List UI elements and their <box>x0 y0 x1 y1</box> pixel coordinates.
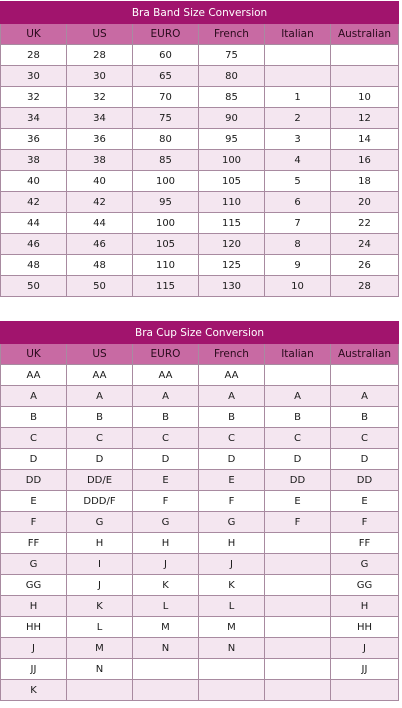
band-table-body <box>1 45 399 297</box>
table-cell: 28 <box>331 276 399 297</box>
table-row <box>1 108 399 129</box>
table-cell: 40 <box>1 171 67 192</box>
table-cell: A <box>67 386 133 407</box>
table-cell: JJ <box>1 659 67 680</box>
table-cell: 3 <box>265 129 331 150</box>
table-cell: F <box>331 512 399 533</box>
table-cell <box>331 66 399 87</box>
table-cell: F <box>199 491 265 512</box>
table-cell: F <box>1 512 67 533</box>
table-cell: 90 <box>199 108 265 129</box>
table-cell <box>265 575 331 596</box>
table-cell: DD <box>331 470 399 491</box>
band-header-cell: Australian <box>331 24 399 45</box>
table-row <box>1 171 399 192</box>
table-cell: D <box>265 449 331 470</box>
table-cell: AA <box>133 365 199 386</box>
table-cell: G <box>1 554 67 575</box>
table-cell: N <box>133 638 199 659</box>
table-cell: FF <box>1 533 67 554</box>
table-cell: 130 <box>199 276 265 297</box>
table-cell: 50 <box>67 276 133 297</box>
table-cell <box>265 596 331 617</box>
table-cell <box>331 45 399 66</box>
table-cell: B <box>67 407 133 428</box>
table-cell: 36 <box>1 129 67 150</box>
table-cell: C <box>265 428 331 449</box>
table-cell: B <box>199 407 265 428</box>
table-cell: M <box>133 617 199 638</box>
table-cell <box>265 45 331 66</box>
cup-header-cell: Italian <box>265 344 331 365</box>
table-cell: HH <box>1 617 67 638</box>
table-cell: 115 <box>199 213 265 234</box>
table-cell <box>265 617 331 638</box>
table-cell: AA <box>67 365 133 386</box>
table-cell: 4 <box>265 150 331 171</box>
table-cell: 10 <box>331 87 399 108</box>
table-cell: G <box>67 512 133 533</box>
table-cell: 110 <box>133 255 199 276</box>
table-row <box>1 428 399 449</box>
table-cell: J <box>1 638 67 659</box>
table-cell: 1 <box>265 87 331 108</box>
table-cell: 115 <box>133 276 199 297</box>
table-cell: C <box>133 428 199 449</box>
table-cell: J <box>331 638 399 659</box>
table-cell: C <box>1 428 67 449</box>
table-cell: 80 <box>133 129 199 150</box>
band-header-cell: UK <box>1 24 67 45</box>
table-cell: H <box>199 533 265 554</box>
table-cell: 46 <box>1 234 67 255</box>
table-cell: 10 <box>265 276 331 297</box>
table-cell: B <box>265 407 331 428</box>
table-cell: K <box>133 575 199 596</box>
cup-header-cell: EURO <box>133 344 199 365</box>
cup-header-cell: French <box>199 344 265 365</box>
table-cell: 120 <box>199 234 265 255</box>
table-cell: H <box>133 533 199 554</box>
table-cell: 32 <box>1 87 67 108</box>
band-header-cell: Italian <box>265 24 331 45</box>
table-cell: DD <box>265 470 331 491</box>
table-row <box>1 213 399 234</box>
table-cell: 44 <box>67 213 133 234</box>
table-row <box>1 617 399 638</box>
table-cell: 70 <box>133 87 199 108</box>
table-cell: 2 <box>265 108 331 129</box>
table-row <box>1 554 399 575</box>
table-cell: 26 <box>331 255 399 276</box>
table-cell <box>67 680 133 701</box>
table-cell <box>265 554 331 575</box>
table-cell: 42 <box>1 192 67 213</box>
cup-size-table <box>0 321 399 701</box>
table-cell: 30 <box>1 66 67 87</box>
table-cell: 24 <box>331 234 399 255</box>
table-row <box>1 150 399 171</box>
table-cell: I <box>67 554 133 575</box>
table-cell: M <box>67 638 133 659</box>
cup-header-cell: US <box>67 344 133 365</box>
table-cell: 65 <box>133 66 199 87</box>
table-cell <box>265 533 331 554</box>
table-cell: 46 <box>67 234 133 255</box>
table-row <box>1 255 399 276</box>
table-cell: 38 <box>1 150 67 171</box>
table-row <box>1 533 399 554</box>
table-cell: L <box>133 596 199 617</box>
table-cell: 60 <box>133 45 199 66</box>
table-cell: AA <box>199 365 265 386</box>
band-header-row <box>1 24 399 45</box>
table-row <box>1 407 399 428</box>
table-cell: JJ <box>331 659 399 680</box>
table-cell: G <box>133 512 199 533</box>
table-row <box>1 659 399 680</box>
table-cell: H <box>1 596 67 617</box>
table-cell: 105 <box>133 234 199 255</box>
table-cell: 75 <box>199 45 265 66</box>
table-cell <box>199 680 265 701</box>
table-cell: 85 <box>199 87 265 108</box>
table-cell: K <box>1 680 67 701</box>
table-cell <box>265 66 331 87</box>
table-cell: 40 <box>67 171 133 192</box>
table-cell: G <box>199 512 265 533</box>
table-row <box>1 386 399 407</box>
table-cell: A <box>265 386 331 407</box>
table-cell <box>331 365 399 386</box>
table-cell <box>133 659 199 680</box>
table-row <box>1 491 399 512</box>
table-cell: 38 <box>67 150 133 171</box>
table-cell: 100 <box>133 213 199 234</box>
table-cell: D <box>133 449 199 470</box>
table-cell: A <box>133 386 199 407</box>
table-cell: 14 <box>331 129 399 150</box>
table-cell: C <box>331 428 399 449</box>
table-cell <box>265 365 331 386</box>
table-cell: J <box>67 575 133 596</box>
table-row <box>1 234 399 255</box>
table-cell: 18 <box>331 171 399 192</box>
table-cell: K <box>67 596 133 617</box>
table-cell: E <box>265 491 331 512</box>
table-row <box>1 192 399 213</box>
table-cell: 85 <box>133 150 199 171</box>
table-cell: 9 <box>265 255 331 276</box>
cup-header-cell: UK <box>1 344 67 365</box>
table-cell: 42 <box>67 192 133 213</box>
table-cell <box>265 659 331 680</box>
table-cell: 34 <box>67 108 133 129</box>
cup-table-title: Bra Cup Size Conversion <box>1 322 399 344</box>
table-cell: 30 <box>67 66 133 87</box>
table-cell <box>265 680 331 701</box>
table-cell: 48 <box>1 255 67 276</box>
table-cell: N <box>199 638 265 659</box>
table-cell: 12 <box>331 108 399 129</box>
table-cell: 8 <box>265 234 331 255</box>
table-cell: A <box>1 386 67 407</box>
table-cell: H <box>67 533 133 554</box>
table-cell: DD/E <box>67 470 133 491</box>
table-cell: 100 <box>133 171 199 192</box>
table-row <box>1 45 399 66</box>
table-cell: 28 <box>67 45 133 66</box>
table-cell: D <box>67 449 133 470</box>
table-cell: 20 <box>331 192 399 213</box>
table-cell: 48 <box>67 255 133 276</box>
table-cell: A <box>331 386 399 407</box>
table-cell <box>199 659 265 680</box>
table-cell: 75 <box>133 108 199 129</box>
table-cell: 34 <box>1 108 67 129</box>
table-row <box>1 470 399 491</box>
band-size-table <box>0 1 399 297</box>
table-cell: E <box>199 470 265 491</box>
table-row <box>1 596 399 617</box>
table-cell: 7 <box>265 213 331 234</box>
table-cell: 36 <box>67 129 133 150</box>
table-cell: B <box>1 407 67 428</box>
table-row <box>1 66 399 87</box>
table-cell: 32 <box>67 87 133 108</box>
table-cell: B <box>331 407 399 428</box>
table-cell: J <box>133 554 199 575</box>
table-row <box>1 449 399 470</box>
table-row <box>1 365 399 386</box>
table-cell: FF <box>331 533 399 554</box>
table-cell <box>331 680 399 701</box>
table-cell: 5 <box>265 171 331 192</box>
table-cell: F <box>265 512 331 533</box>
table-cell: 22 <box>331 213 399 234</box>
table-cell: GG <box>331 575 399 596</box>
table-cell: 28 <box>1 45 67 66</box>
table-cell: J <box>199 554 265 575</box>
table-cell: A <box>199 386 265 407</box>
table-cell <box>133 680 199 701</box>
table-cell: N <box>67 659 133 680</box>
table-cell: AA <box>1 365 67 386</box>
table-cell: H <box>331 596 399 617</box>
table-cell <box>265 638 331 659</box>
table-cell: B <box>133 407 199 428</box>
table-cell: GG <box>1 575 67 596</box>
table-cell: DDD/F <box>67 491 133 512</box>
table-cell: K <box>199 575 265 596</box>
table-cell: DD <box>1 470 67 491</box>
table-cell: 110 <box>199 192 265 213</box>
table-cell: 80 <box>199 66 265 87</box>
table-cell: D <box>331 449 399 470</box>
table-cell: 105 <box>199 171 265 192</box>
table-cell: L <box>67 617 133 638</box>
table-row <box>1 575 399 596</box>
table-cell: D <box>199 449 265 470</box>
band-header-cell: French <box>199 24 265 45</box>
cup-header-row <box>1 344 399 365</box>
table-cell: F <box>133 491 199 512</box>
cup-table-body <box>1 365 399 701</box>
band-header-cell: EURO <box>133 24 199 45</box>
table-cell: C <box>67 428 133 449</box>
table-cell: 6 <box>265 192 331 213</box>
table-cell: M <box>199 617 265 638</box>
table-cell: E <box>1 491 67 512</box>
cup-header-cell: Australian <box>331 344 399 365</box>
table-cell: E <box>133 470 199 491</box>
table-row <box>1 129 399 150</box>
table-cell: 16 <box>331 150 399 171</box>
band-table-title: Bra Band Size Conversion <box>1 2 399 24</box>
table-cell: 95 <box>133 192 199 213</box>
table-row <box>1 638 399 659</box>
table-cell: 95 <box>199 129 265 150</box>
band-header-cell: US <box>67 24 133 45</box>
table-cell: C <box>199 428 265 449</box>
table-cell: 50 <box>1 276 67 297</box>
table-cell: D <box>1 449 67 470</box>
table-cell: G <box>331 554 399 575</box>
table-cell: E <box>331 491 399 512</box>
table-row <box>1 680 399 701</box>
table-row <box>1 276 399 297</box>
table-row <box>1 512 399 533</box>
table-cell: 125 <box>199 255 265 276</box>
table-row <box>1 87 399 108</box>
table-cell: 44 <box>1 213 67 234</box>
table-cell: L <box>199 596 265 617</box>
table-cell: HH <box>331 617 399 638</box>
table-cell: 100 <box>199 150 265 171</box>
